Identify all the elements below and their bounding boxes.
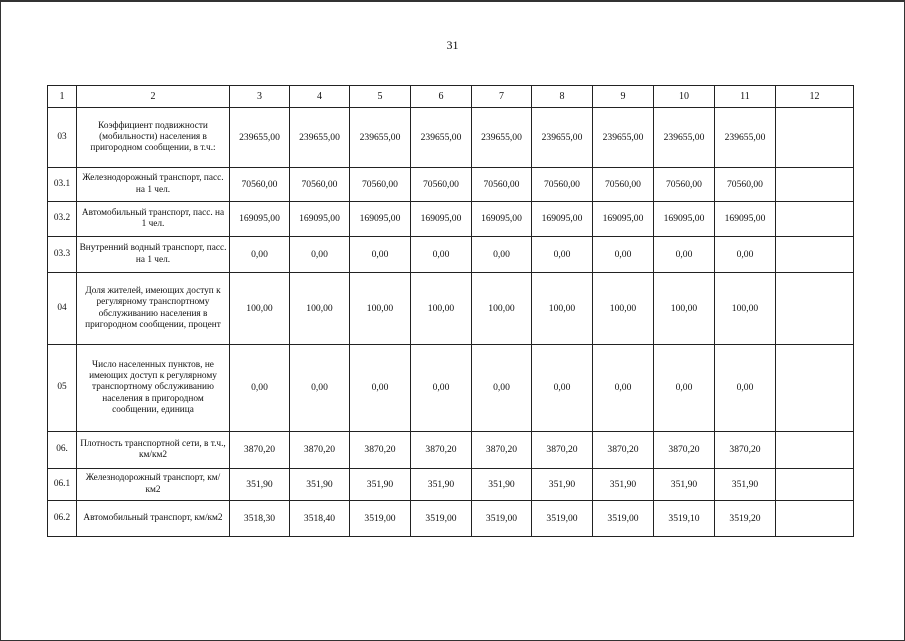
indicator-name: Автомобильный транспорт, пасс. на 1 чел. xyxy=(77,202,230,237)
indicator-name: Железнодорожный транспорт, пасс. на 1 чел. xyxy=(77,168,230,202)
indicator-value: 3519,10 xyxy=(654,501,715,537)
indicator-value: 70560,00 xyxy=(654,168,715,202)
indicator-value: 239655,00 xyxy=(472,108,532,168)
column-header: 9 xyxy=(593,86,654,108)
indicator-value: 0,00 xyxy=(532,345,593,432)
indicator-value: 239655,00 xyxy=(715,108,776,168)
column-header: 1 xyxy=(48,86,77,108)
indicator-value: 3518,30 xyxy=(230,501,290,537)
indicator-value: 239655,00 xyxy=(230,108,290,168)
indicator-value: 70560,00 xyxy=(230,168,290,202)
indicator-value: 3870,20 xyxy=(230,432,290,469)
indicator-value: 169095,00 xyxy=(654,202,715,237)
indicator-value: 70560,00 xyxy=(715,168,776,202)
indicator-value: 169095,00 xyxy=(532,202,593,237)
indicator-value: 100,00 xyxy=(230,273,290,345)
indicator-value: 3519,20 xyxy=(715,501,776,537)
indicator-value: 0,00 xyxy=(654,237,715,273)
row-code: 03.1 xyxy=(48,168,77,202)
indicator-value: 351,90 xyxy=(411,469,472,501)
row-code: 04 xyxy=(48,273,77,345)
table-row xyxy=(48,273,854,345)
indicator-value: 100,00 xyxy=(715,273,776,345)
indicator-value: 3519,00 xyxy=(593,501,654,537)
indicator-name: Автомобильный транспорт, км/км2 xyxy=(77,501,230,537)
indicator-value: 239655,00 xyxy=(290,108,350,168)
indicator-name: Число населенных пунктов, не имеющих доступ к регулярному транспортному обслуживанию населения в пригородном сообщении, единица xyxy=(77,345,230,432)
table-row xyxy=(48,237,854,273)
table-row xyxy=(48,202,854,237)
indicator-value: 351,90 xyxy=(230,469,290,501)
indicator-value: 100,00 xyxy=(593,273,654,345)
column-header: 7 xyxy=(472,86,532,108)
indicator-value: 0,00 xyxy=(411,237,472,273)
column-header: 12 xyxy=(776,86,854,108)
indicator-value: 0,00 xyxy=(472,237,532,273)
indicator-value: 239655,00 xyxy=(350,108,411,168)
indicator-value: 100,00 xyxy=(411,273,472,345)
row-code: 05 xyxy=(48,345,77,432)
indicator-value: 3870,20 xyxy=(532,432,593,469)
table-header-row xyxy=(48,86,854,108)
indicator-value: 3870,20 xyxy=(593,432,654,469)
column-header: 4 xyxy=(290,86,350,108)
indicator-value: 3870,20 xyxy=(715,432,776,469)
indicator-value: 0,00 xyxy=(230,345,290,432)
table-row xyxy=(48,108,854,168)
indicator-value: 3518,40 xyxy=(290,501,350,537)
indicator-value: 351,90 xyxy=(472,469,532,501)
row-note xyxy=(776,345,854,432)
row-code: 03.3 xyxy=(48,237,77,273)
row-code: 06. xyxy=(48,432,77,469)
column-header: 8 xyxy=(532,86,593,108)
indicator-value: 0,00 xyxy=(593,237,654,273)
indicator-value: 0,00 xyxy=(230,237,290,273)
indicator-value: 169095,00 xyxy=(230,202,290,237)
row-note xyxy=(776,501,854,537)
row-code: 03.2 xyxy=(48,202,77,237)
row-code: 03 xyxy=(48,108,77,168)
indicator-value: 100,00 xyxy=(350,273,411,345)
column-header: 3 xyxy=(230,86,290,108)
column-header: 2 xyxy=(77,86,230,108)
indicator-value: 3519,00 xyxy=(472,501,532,537)
indicator-value: 0,00 xyxy=(715,237,776,273)
row-note xyxy=(776,432,854,469)
indicator-name: Доля жителей, имеющих доступ к регулярному транспортному обслуживанию населения в пригородном сообщении, процент xyxy=(77,273,230,345)
column-header: 10 xyxy=(654,86,715,108)
indicator-value: 3519,00 xyxy=(411,501,472,537)
indicator-value: 351,90 xyxy=(350,469,411,501)
column-header: 6 xyxy=(411,86,472,108)
indicator-value: 239655,00 xyxy=(593,108,654,168)
indicator-value: 100,00 xyxy=(290,273,350,345)
table-row xyxy=(48,432,854,469)
row-note xyxy=(776,202,854,237)
indicator-value: 169095,00 xyxy=(472,202,532,237)
indicator-value: 3870,20 xyxy=(411,432,472,469)
row-note xyxy=(776,237,854,273)
page-number: 31 xyxy=(446,38,459,52)
indicator-value: 169095,00 xyxy=(411,202,472,237)
indicator-value: 169095,00 xyxy=(290,202,350,237)
indicator-value: 0,00 xyxy=(350,237,411,273)
indicator-value: 169095,00 xyxy=(715,202,776,237)
indicator-value: 100,00 xyxy=(654,273,715,345)
indicator-value: 100,00 xyxy=(472,273,532,345)
indicator-name: Плотность транспортной сети, в т.ч., км/км2 xyxy=(77,432,230,469)
indicator-value: 351,90 xyxy=(715,469,776,501)
indicator-value: 0,00 xyxy=(593,345,654,432)
indicator-value: 70560,00 xyxy=(532,168,593,202)
indicator-value: 0,00 xyxy=(290,345,350,432)
indicator-name: Коэффициент подвижности (мобильности) населения в пригородном сообщении, в т.ч.: xyxy=(77,108,230,168)
indicator-name: Внутренний водный транспорт, пасс. на 1 чел. xyxy=(77,237,230,273)
indicator-value: 70560,00 xyxy=(350,168,411,202)
row-note xyxy=(776,469,854,501)
indicator-value: 0,00 xyxy=(350,345,411,432)
indicator-value: 100,00 xyxy=(532,273,593,345)
row-note xyxy=(776,108,854,168)
table-row xyxy=(48,345,854,432)
row-note xyxy=(776,273,854,345)
column-header: 11 xyxy=(715,86,776,108)
indicator-value: 169095,00 xyxy=(350,202,411,237)
indicator-value: 70560,00 xyxy=(290,168,350,202)
row-code: 06.2 xyxy=(48,501,77,537)
row-note xyxy=(776,168,854,202)
indicator-value: 0,00 xyxy=(532,237,593,273)
indicator-value: 70560,00 xyxy=(411,168,472,202)
indicator-name: Железнодорожный транспорт, км/км2 xyxy=(77,469,230,501)
indicator-value: 239655,00 xyxy=(532,108,593,168)
column-header: 5 xyxy=(350,86,411,108)
indicator-value: 239655,00 xyxy=(411,108,472,168)
indicator-value: 351,90 xyxy=(290,469,350,501)
indicator-value: 3870,20 xyxy=(290,432,350,469)
row-code: 06.1 xyxy=(48,469,77,501)
indicator-value: 351,90 xyxy=(654,469,715,501)
indicator-value: 70560,00 xyxy=(472,168,532,202)
indicator-value: 239655,00 xyxy=(654,108,715,168)
table-row xyxy=(48,168,854,202)
indicator-value: 351,90 xyxy=(593,469,654,501)
indicator-value: 0,00 xyxy=(411,345,472,432)
indicator-value: 3519,00 xyxy=(532,501,593,537)
indicator-value: 70560,00 xyxy=(593,168,654,202)
indicator-value: 351,90 xyxy=(532,469,593,501)
indicator-value: 0,00 xyxy=(654,345,715,432)
indicator-value: 0,00 xyxy=(715,345,776,432)
table-row xyxy=(48,469,854,501)
indicator-value: 0,00 xyxy=(290,237,350,273)
table-row xyxy=(48,501,854,537)
indicator-value: 3870,20 xyxy=(654,432,715,469)
indicators-table xyxy=(47,85,854,537)
indicator-value: 3870,20 xyxy=(472,432,532,469)
indicator-value: 169095,00 xyxy=(593,202,654,237)
indicator-value: 0,00 xyxy=(472,345,532,432)
indicator-value: 3870,20 xyxy=(350,432,411,469)
indicator-value: 3519,00 xyxy=(350,501,411,537)
